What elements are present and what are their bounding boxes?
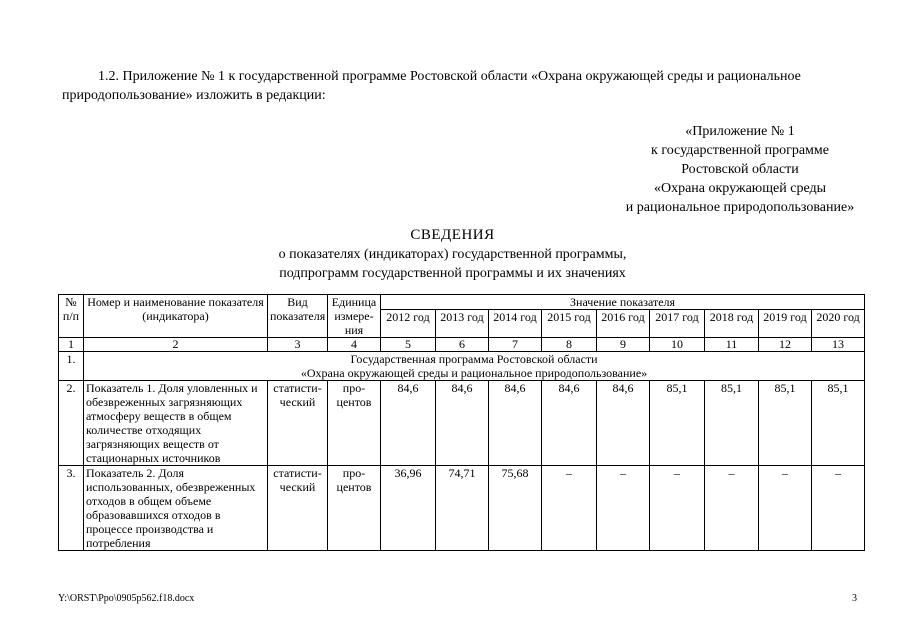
year-cell: 2017 год xyxy=(650,310,705,338)
section-title xyxy=(84,352,865,381)
column-number: 2 xyxy=(84,338,268,352)
indicators-table xyxy=(58,294,865,551)
appendix-line: и рациональное природопользование» xyxy=(625,200,855,215)
value-cell: 84,6 xyxy=(489,381,542,466)
year-cell: 2020 год xyxy=(812,310,865,338)
column-number: 9 xyxy=(597,338,650,352)
header-kind: Вид показателя xyxy=(268,295,328,338)
value-cell: – xyxy=(705,466,759,551)
section-title-line: Государственная программа Ростовской области xyxy=(350,352,598,366)
file-path: Y:\ORST\Ppo\0905p562.f18.docx xyxy=(58,593,195,604)
table-row xyxy=(59,466,865,551)
heading-title: СВЕДЕНИЯ xyxy=(410,227,495,243)
row-kind: статисти-ческий xyxy=(268,466,328,551)
value-cell: 85,1 xyxy=(705,381,759,466)
year-cell: 2018 год xyxy=(705,310,759,338)
value-cell: 74,71 xyxy=(436,466,489,551)
column-number: 1 xyxy=(59,338,84,352)
value-cell: 84,6 xyxy=(542,381,597,466)
column-number: 5 xyxy=(381,338,436,352)
table-row xyxy=(59,381,865,466)
appendix-line: «Охрана окружающей среды xyxy=(653,181,827,196)
heading-line: о показателях (индикаторах) государственной программы, xyxy=(278,247,627,262)
document-heading xyxy=(0,226,905,283)
column-number: 10 xyxy=(650,338,705,352)
row-unit: про-центов xyxy=(328,466,381,551)
value-cell: 85,1 xyxy=(759,381,812,466)
header-unit: Единица измере-ния xyxy=(328,295,381,338)
row-name: Показатель 2. Доля использованных, обезвреженных отходов в общем объеме образовавшихся отходов в процессе производства и потребления xyxy=(84,466,268,551)
section-title-line: «Охрана окружающей среды и рациональное природопользование» xyxy=(300,366,648,380)
header-name: Номер и наименование показателя (индикатора) xyxy=(84,295,268,338)
year-cell: 2019 год xyxy=(759,310,812,338)
column-number-row xyxy=(59,338,865,352)
value-cell: – xyxy=(759,466,812,551)
heading-line: подпрограмм государственной программы и их значениях xyxy=(279,266,626,281)
section-row xyxy=(59,352,865,381)
row-kind: статисти-ческий xyxy=(268,381,328,466)
value-cell: 84,6 xyxy=(597,381,650,466)
column-number: 13 xyxy=(812,338,865,352)
column-number: 4 xyxy=(328,338,381,352)
column-number: 8 xyxy=(542,338,597,352)
value-cell: – xyxy=(650,466,705,551)
value-cell: 85,1 xyxy=(650,381,705,466)
table-header-row xyxy=(59,295,865,310)
row-unit: про-центов xyxy=(328,381,381,466)
appendix-line: «Приложение № 1 xyxy=(685,124,795,139)
year-cell: 2016 год xyxy=(597,310,650,338)
value-cell: 36,96 xyxy=(381,466,436,551)
value-cell: 84,6 xyxy=(381,381,436,466)
value-cell: – xyxy=(812,466,865,551)
row-name: Показатель 1. Доля уловленных и обезвреженных загрязняющих атмосферу веществ в общем количестве отходящих загрязняющих веществ от стационарных источников xyxy=(84,381,268,466)
page-number: 3 xyxy=(852,593,857,604)
column-number: 7 xyxy=(489,338,542,352)
intro-paragraph: 1.2. Приложение № 1 к государственной программе Ростовской области «Охрана окружающей среды и рациональное природопользование» изложить в редакции: xyxy=(62,69,801,103)
year-cell: 2013 год xyxy=(436,310,489,338)
value-cell: 75,68 xyxy=(489,466,542,551)
year-cell: 2012 год xyxy=(381,310,436,338)
value-cell: – xyxy=(542,466,597,551)
section-num: 1. xyxy=(59,352,84,381)
year-cell: 2015 год xyxy=(542,310,597,338)
appendix-line: к государственной программе xyxy=(651,143,829,158)
value-cell: 85,1 xyxy=(812,381,865,466)
appendix-line: Ростовской области xyxy=(681,162,799,177)
column-number: 12 xyxy=(759,338,812,352)
column-number: 11 xyxy=(705,338,759,352)
header-num: № п/п xyxy=(59,295,84,338)
column-number: 6 xyxy=(436,338,489,352)
header-values: Значение показателя xyxy=(381,295,865,310)
appendix-reference xyxy=(560,122,905,217)
value-cell: 84,6 xyxy=(436,381,489,466)
year-cell: 2014 год xyxy=(489,310,542,338)
row-num: 3. xyxy=(59,466,84,551)
value-cell: – xyxy=(597,466,650,551)
row-num: 2. xyxy=(59,381,84,466)
column-number: 3 xyxy=(268,338,328,352)
